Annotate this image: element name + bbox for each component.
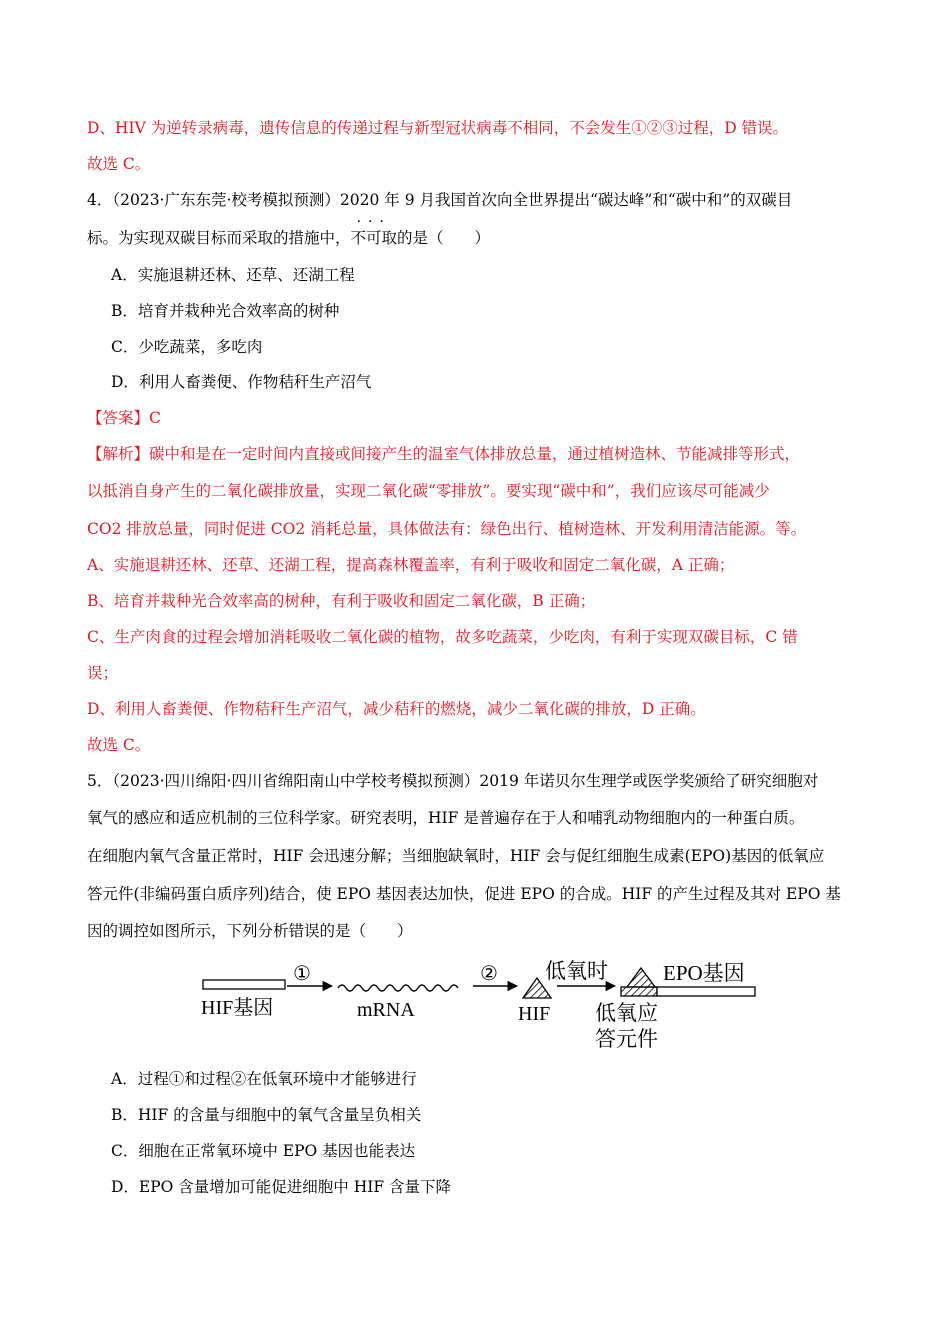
q4-analysis-line: D、利用人畜粪便、作物秸秆生产沼气，减少秸秆的燃烧，减少二氧化碳的排放，D 正确。: [87, 700, 706, 718]
low-oxygen-label: 低氧时: [545, 959, 608, 983]
q4-option-a: A．实施退耕还林、还草、还湖工程: [111, 266, 355, 284]
q4-stem-line2: [87, 214, 491, 248]
q5-option-b: B．HIF 的含量与细胞中的氧气含量呈负相关: [111, 1106, 422, 1124]
prev-conclusion: 故选 C。: [87, 155, 151, 173]
hif-gene-bar: [203, 980, 285, 989]
q4-analysis-line: B、培育并栽种光合效率高的树种，有利于吸收和固定二氧化碳，B 正确；: [87, 592, 596, 610]
q4-analysis-line: CO2 排放总量，同时促进 CO2 消耗总量，具体做法有：绿色出行、植树造林、开发利用清洁能源。等。: [87, 520, 807, 538]
step-2-label: ②: [480, 963, 498, 985]
q5-stem-line: 因的调控如图所示，下列分析错误的是（ ）: [87, 922, 413, 940]
q4-stem-line1: 4．（2023·广东东莞·校考模拟预测）2020 年 9 月我国首次向全世界提出“碳达峰”和“碳中和”的双碳目: [87, 191, 793, 209]
mrna-wave: [338, 985, 458, 991]
q4-emphasis-text: 不可取: [350, 229, 398, 247]
q5-option-c: C．细胞在正常氧环境中 EPO 基因也能表达: [111, 1142, 416, 1160]
q4-stem-before: 标。为实现双碳目标而采取的措施中，: [87, 229, 351, 247]
q4-emphasis: [350, 214, 398, 248]
q4-analysis-line: A、实施退耕还林、还草、还湖工程，提高森林覆盖率，有利于吸收和固定二氧化碳，A 正确；: [87, 556, 735, 574]
mrna-label: mRNA: [357, 999, 415, 1021]
q4-analysis-line: 误；: [87, 664, 119, 682]
response-element-label-line1: 低氧应: [595, 1001, 658, 1025]
q4-option-c: C．少吃蔬菜，多吃肉: [111, 338, 263, 356]
hif-gene-label: HIF基因: [201, 997, 274, 1019]
epo-gene-bar: [657, 987, 755, 996]
q4-answer: 【答案】C: [87, 409, 161, 427]
prev-answer-d-line: D、HIV 为逆转录病毒，遗传信息的传递过程与新型冠状病毒不相同，不会发生①②③过程，D 错误。: [87, 119, 789, 137]
q4-analysis-line: 以抵消自身产生的二氧化碳排放量，实现二氧化碳“零排放”。要实现“碳中和”，我们应该尽可能减少: [87, 482, 770, 500]
q4-analysis-line: C、生产肉食的过程会增加消耗吸收二氧化碳的植物，故多吃蔬菜，少吃肉，有利于实现双碳目标，C 错: [87, 628, 798, 646]
q5-stem-line: 5．（2023·四川绵阳·四川省绵阳南山中学校考模拟预测）2019 年诺贝尔生理学或医学奖颁给了研究细胞对: [87, 772, 819, 790]
epo-gene-label: EPO基因: [663, 961, 745, 985]
q4-stem-after: 的是（ ）: [397, 229, 491, 247]
q5-stem-line: 氧气的感应和适应机制的三位科学家。研究表明，HIF 是普遍存在于人和哺乳动物细胞内的一种蛋白质。: [87, 809, 805, 827]
q4-option-b: B．培育并栽种光合效率高的树种: [111, 302, 340, 320]
response-element-label-line2: 答元件: [595, 1027, 658, 1051]
q4-analysis-line: 【解析】碳中和是在一定时间内直接或间接产生的温室气体排放总量，通过植树造林、节能减排等形式，: [87, 445, 801, 463]
q5-option-a: A．过程①和过程②在低氧环境中才能够进行: [111, 1070, 417, 1088]
q5-option-d: D．EPO 含量增加可能促进细胞中 HIF 含量下降: [111, 1178, 452, 1196]
q5-stem-line: 答元件(非编码蛋白质序列)结合，使 EPO 基因表达加快，促进 EPO 的合成。HIF 的产生过程及其对 EPO 基: [87, 885, 841, 903]
q4-option-d: D．利用人畜粪便、作物秸秆生产沼气: [111, 373, 372, 391]
hif-epo-regulation-diagram: [195, 958, 765, 1058]
response-element-bar: [621, 987, 657, 996]
q4-conclusion: 故选 C。: [87, 736, 151, 754]
q5-stem-line: 在细胞内氧气含量正常时，HIF 会迅速分解；当细胞缺氧时，HIF 会与促红细胞生成素(EPO)基因的低氧应: [87, 847, 825, 865]
emphasis-dots: ···: [356, 214, 391, 230]
hif-label: HIF: [518, 1003, 551, 1025]
step-1-label: ①: [293, 963, 311, 985]
bound-hif-triangle: [627, 968, 655, 987]
